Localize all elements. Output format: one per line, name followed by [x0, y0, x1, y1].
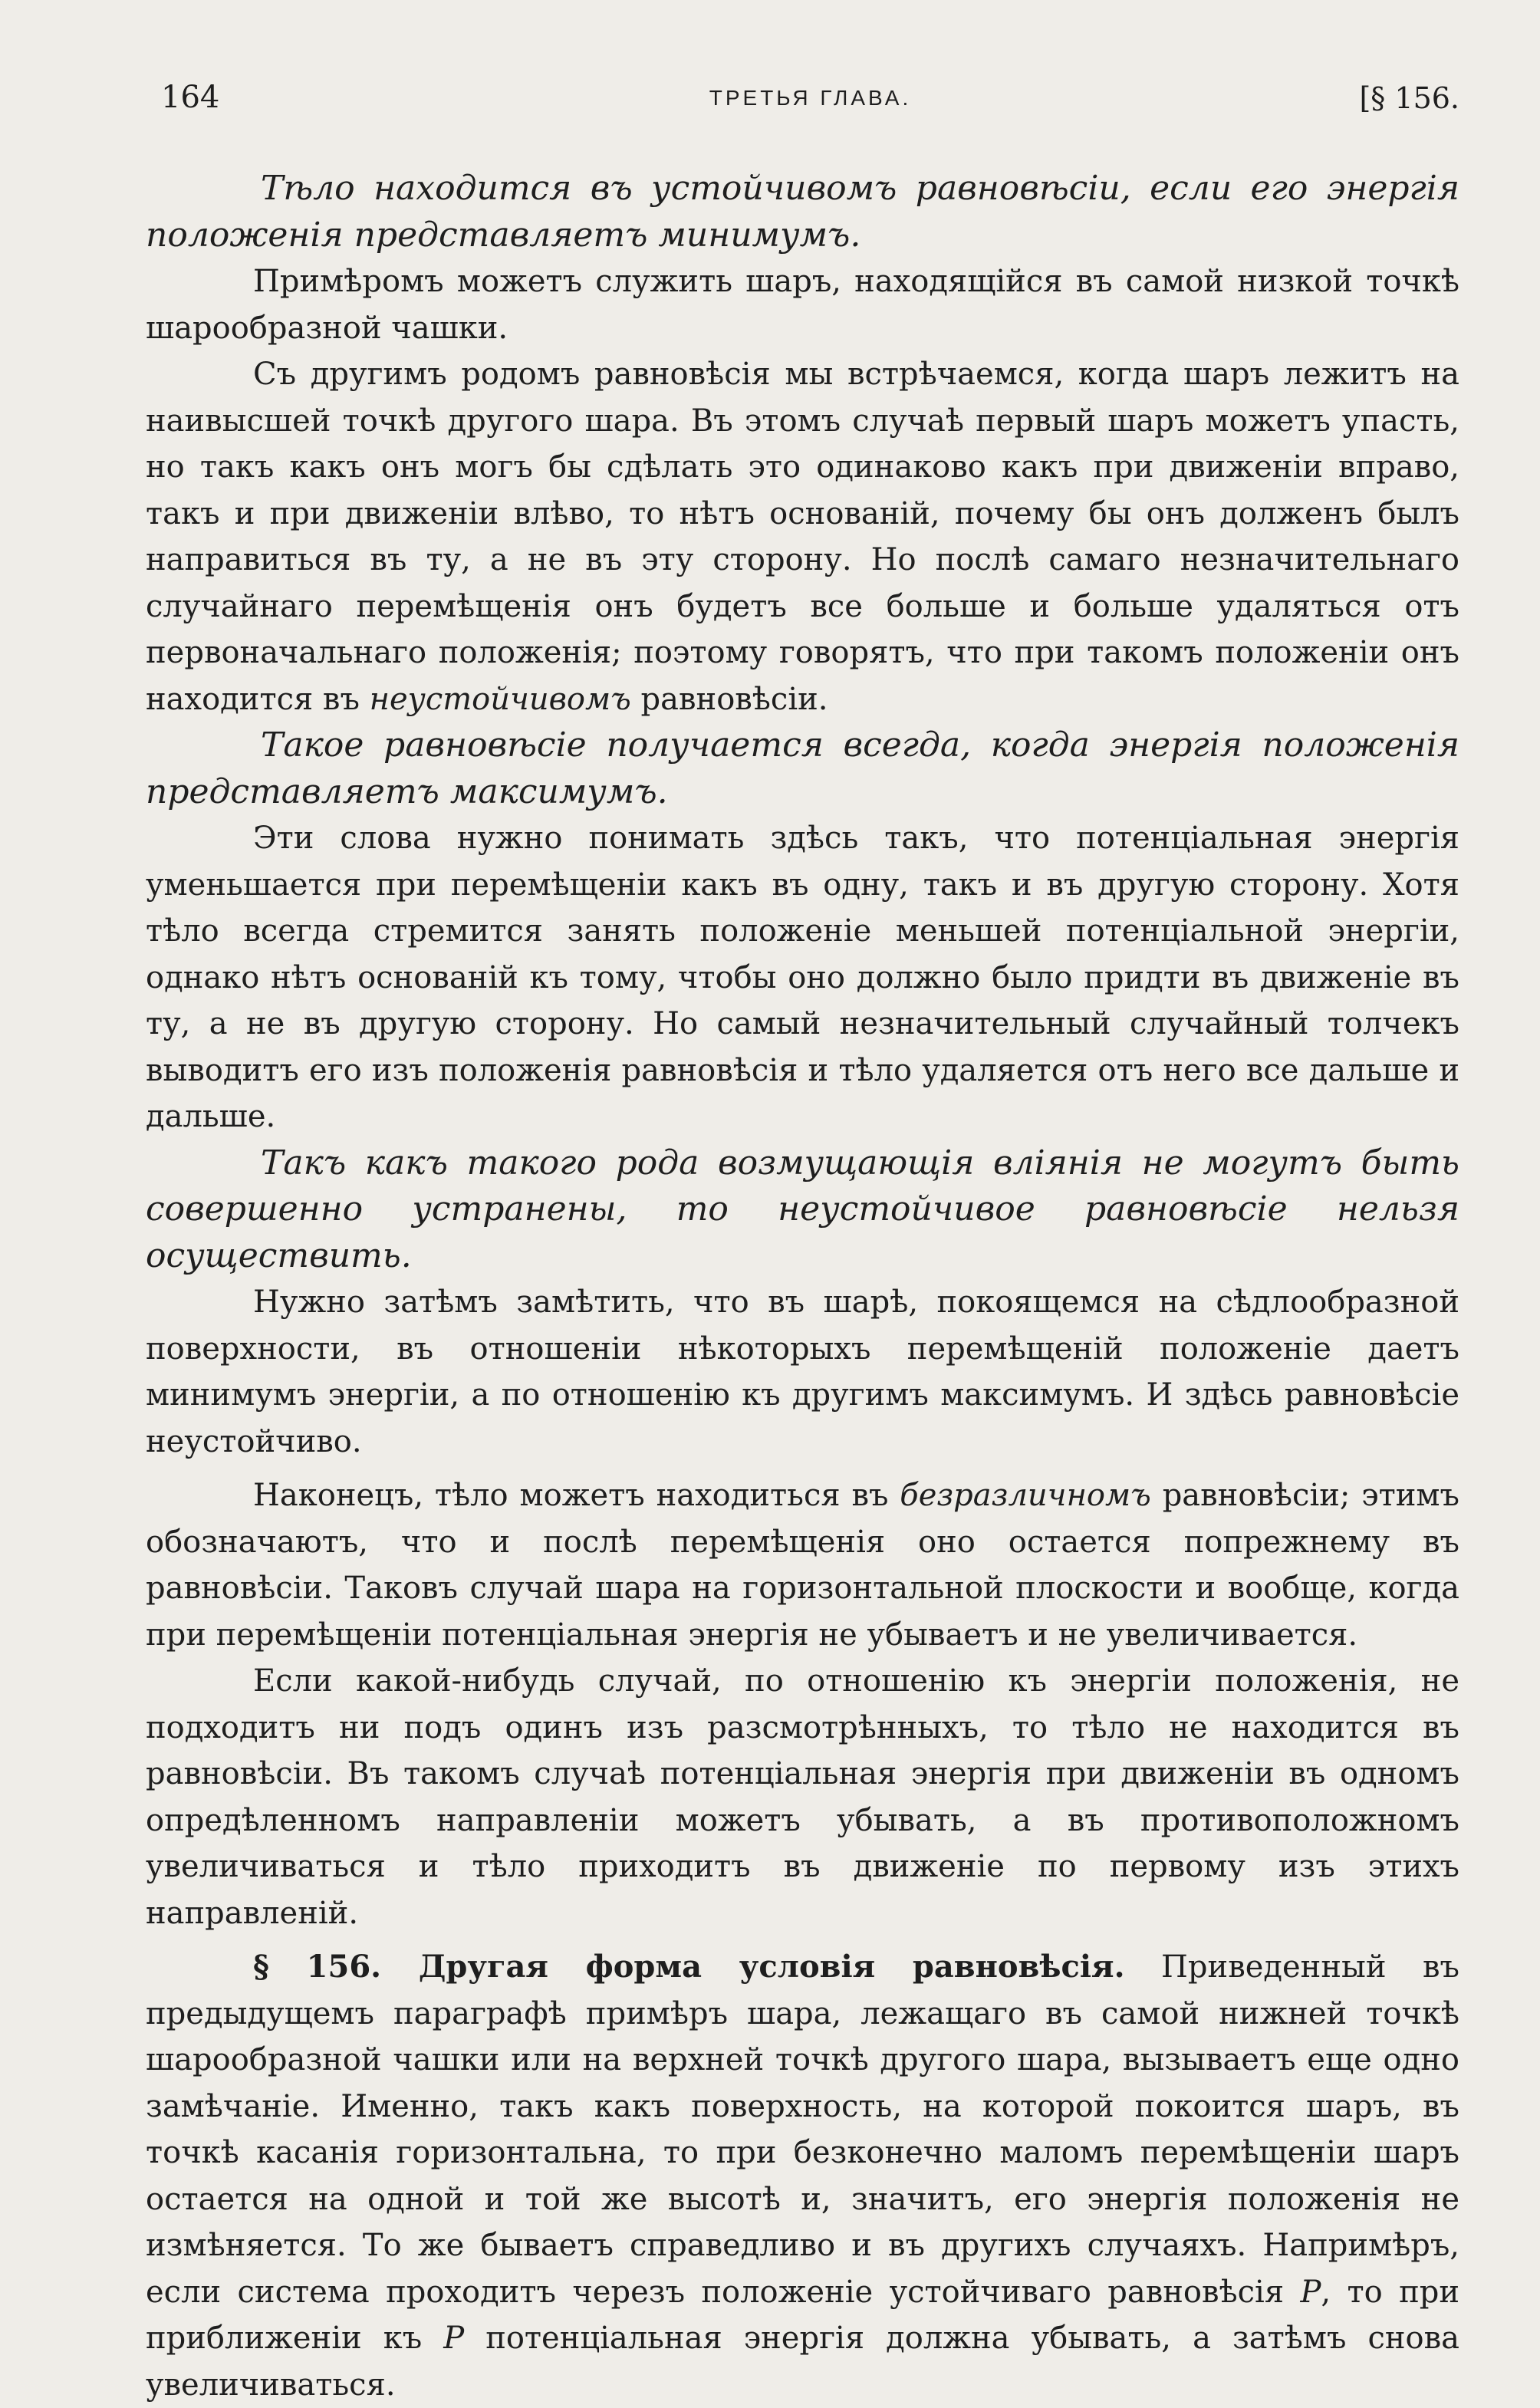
paragraph-example-stable: Примѣромъ можетъ служить шаръ, находящійся въ самой низкой точкѣ шарообразной чашки.: [146, 264, 1459, 346]
law-statement-unstable: Такое равновѣсіе получается всегда, когда энергія положенія представляетъ максимумъ.: [146, 725, 1459, 811]
paragraph-saddle: Нужно затѣмъ замѣтить, что въ шарѣ, покоящемся на сѣдлообразной поверхности, въ отношеніи нѣкоторыхъ перемѣщеній положеніе даетъ минимумъ энергіи, а по отношенію къ другимъ максимумъ. И здѣсь равновѣсіе неустойчиво.: [146, 1285, 1459, 1459]
section-156: [146, 1944, 1459, 2408]
symbol-P: P: [443, 2321, 465, 2356]
body-text: [146, 166, 1459, 2408]
paragraph-unstable-equilibrium: [146, 351, 1459, 722]
symbol-P: P: [1300, 2274, 1321, 2310]
running-title: ТРЕТЬЯ ГЛАВА.: [709, 86, 912, 110]
paragraph-indifferent-equilibrium: [146, 1472, 1459, 1658]
page-header: [161, 80, 1459, 126]
paragraph-text: , то при приближеніи къ: [146, 2274, 1459, 2356]
section-reference: [§ 156.: [1359, 81, 1459, 115]
paragraph-text: Съ другимъ родомъ равновѣсія мы встрѣчаемся, когда шаръ лежитъ на наивысшей точкѣ другого шара. Въ этомъ случаѣ первый шаръ можетъ упасть, но такъ какъ онъ могъ бы сдѣлать это одинаково какъ при движеніи вправо, такъ и при движеніи влѣво, то нѣтъ основаній, почему бы онъ долженъ былъ направиться въ ту, а не въ эту сторону. Но послѣ самаго незначительнаго случайнаго перемѣщенія онъ будетъ все больше и больше удаляться отъ первоначальнаго положенія; поэтому говорятъ, что при такомъ положеніи онъ находится въ: [146, 357, 1459, 717]
paragraph-explanation: Эти слова нужно понимать здѣсь такъ, что потенціальная энергія уменьшается при перемѣщеніи какъ въ одну, такъ и въ другую сторону. Хотя тѣло всегда стремится занять положеніе меньшей потенціальной энергіи, однако нѣтъ основаній къ тому, чтобы оно должно было придти въ движеніе въ ту, а не въ другую сторону. Но самый незначительный случайный толчекъ выводитъ его изъ положенія равновѣсія и тѣло удаляется отъ него все дальше и дальше.: [146, 821, 1459, 1134]
page-number: 164: [161, 80, 220, 115]
law-statement-stable: Тѣло находится въ устойчивомъ равновѣсіи, если его энергія положенія представляетъ минимумъ.: [146, 169, 1459, 255]
law-statement-impossible: Такъ какъ такого рода возмущающія вліянія не могутъ быть совершенно устранены, то неустойчивое равновѣсіе нельзя осуществить.: [146, 1143, 1459, 1275]
paragraph-text: Приведенный въ предыдущемъ параграфѣ примѣръ шара, лежащаго въ самой нижней точкѣ шарообразной чашки или на верхней точкѣ другого шара, вызываетъ еще одно замѣчаніе. Именно, такъ какъ поверхность, на которой покоится шаръ, въ точкѣ касанія горизонтальна, то при безконечно маломъ перемѣщеніи шаръ остается на одной и той же высотѣ и, значитъ, его энергія положенія не измѣняется. То же бываетъ справедливо и въ другихъ случаяхъ. Напримѣръ, если система проходитъ черезъ положеніе устойчиваго равновѣсія: [146, 1949, 1459, 2310]
section-heading: § 156. Другая форма условія равновѣсія.: [253, 1949, 1125, 1985]
paragraph-no-equilibrium: Если какой-нибудь случай, по отношенію къ энергіи положенія, не подходитъ ни подъ одинъ изъ разсмотрѣнныхъ, то тѣло не находится въ равновѣсіи. Въ такомъ случаѣ потенціальная энергія при движеніи въ одномъ опредѣленномъ направленіи можетъ убывать, а въ противоположномъ увеличиваться и тѣло приходитъ въ движеніе по первому изъ этихъ направленій.: [146, 1663, 1459, 1931]
emphasis-term-unstable: неустойчивомъ: [369, 681, 631, 717]
paragraph-text: Наконецъ, тѣло можетъ находиться въ: [253, 1478, 900, 1513]
emphasis-term-indifferent: безразличномъ: [900, 1478, 1151, 1513]
paragraph-text: равновѣсіи; этимъ обозначаютъ, что и послѣ перемѣщенія оно остается попрежнему въ равновѣсіи. Таковъ случай шара на горизонтальной плоскости и вообще, когда при перемѣщеніи потенціальная энергія не убываетъ и не увеличивается.: [146, 1478, 1459, 1653]
paragraph-text: равновѣсіи.: [630, 681, 828, 717]
paragraph-text: потенціальная энергія должна убывать, а затѣмъ снова увеличиваться.: [146, 2321, 1460, 2403]
